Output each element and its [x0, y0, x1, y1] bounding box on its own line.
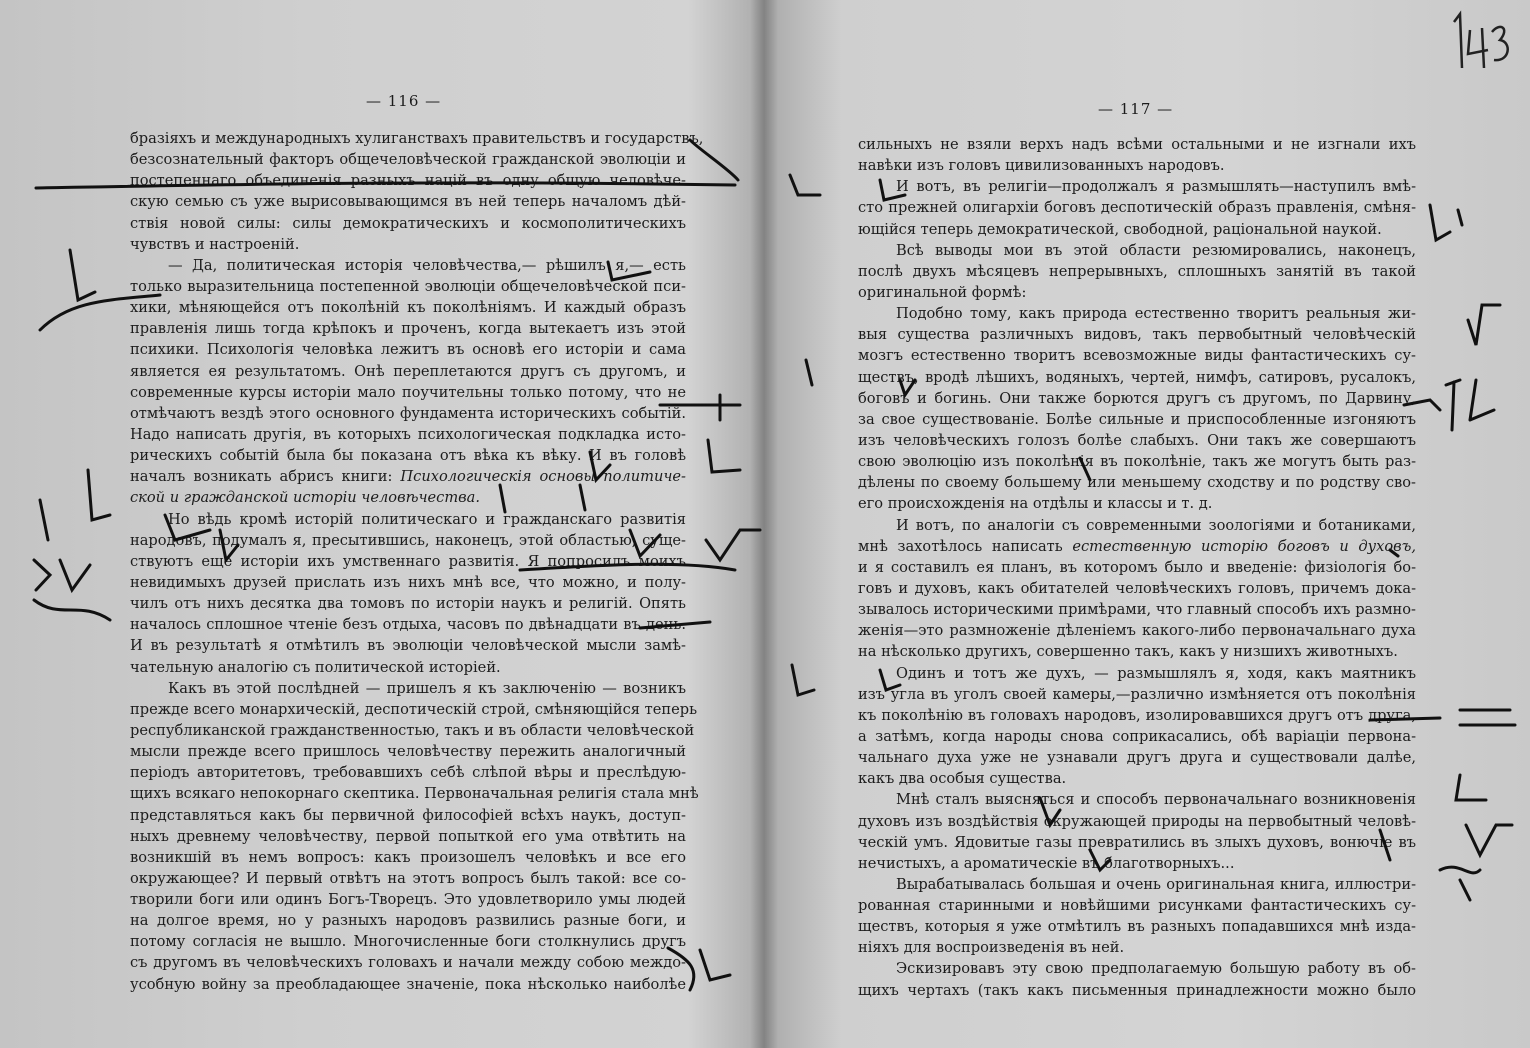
text-line: [858, 789, 1416, 810]
text-line: [130, 318, 686, 339]
text-run: чательную аналогію съ политической исторіей.: [130, 658, 501, 676]
text-run: къ поколѣнію въ головахъ народовъ, изолировавшихся другъ отъ друга,: [858, 706, 1416, 724]
italic-text-run: ской и гражданской исторіи человѣчества.: [130, 489, 481, 507]
text-run: окружающее? И первый отвѣтъ на этотъ вопросъ былъ такой: все со-: [130, 869, 686, 887]
text-line: [130, 234, 686, 255]
text-line: [858, 916, 1416, 937]
text-line: [858, 747, 1416, 768]
text-line: [130, 191, 686, 212]
text-run: сильныхъ не взяли верхъ надъ всѣми остальными и не изгнали ихъ: [858, 136, 1416, 153]
text-line: [130, 551, 686, 572]
text-run: сто прежней олигархіи боговъ деспотическій образъ правленія, смѣня-: [858, 199, 1416, 217]
text-run: чальнаго духа уже не узнавали другъ друга и существовали далѣе,: [858, 749, 1416, 767]
text-line: [130, 445, 686, 466]
text-line: [858, 726, 1416, 747]
text-run: съ другомъ въ человѣческихъ головахъ и начали между собою междо-: [130, 954, 686, 972]
text-run: И вотъ, въ религіи—продолжалъ я размышлять—наступилъ вмѣ-: [896, 178, 1416, 196]
text-line: [858, 493, 1416, 514]
text-run: ніяхъ для воспроизведенія въ ней.: [858, 939, 1125, 957]
text-run: навѣки изъ головъ цивилизованныхъ народовъ.: [858, 157, 1225, 175]
text-line: [130, 974, 686, 995]
text-line: [130, 847, 686, 868]
text-run: И въ результатѣ я отмѣтилъ въ эволюціи человѣческой мысли замѣ-: [130, 637, 686, 655]
text-line: [130, 361, 686, 382]
text-line: [858, 937, 1416, 958]
text-line: [858, 641, 1416, 662]
text-run: его происхожденія на отдѣлы и классы и т. д.: [858, 495, 1213, 513]
right-page-text: [858, 134, 1416, 1001]
text-run: скую семью съ уже вырисовывающимся въ ней теперь началомъ дѣй-: [130, 193, 686, 211]
text-run: хики, мѣняющейся отъ поколѣній къ поколѣніямъ. И каждый образъ: [130, 299, 686, 317]
text-line: [858, 895, 1416, 916]
text-line: [130, 382, 686, 403]
text-run: выя существа различныхъ видовъ, такъ первобытный человѣческій: [858, 326, 1416, 344]
text-run: рованная старинными и новѣйшими рисунками фантастическихъ су-: [858, 897, 1416, 915]
text-line: [130, 149, 686, 170]
text-line: [858, 367, 1416, 388]
text-line: [858, 832, 1416, 853]
text-run: мнѣ захотѣлось написать: [858, 537, 1073, 555]
text-run: ныхъ древнему человѣчеству, первой попыткой его ума отвѣтить на: [130, 827, 686, 845]
text-line: [858, 451, 1416, 472]
text-run: Одинъ и тотъ же духъ, — размышлялъ я, ходя, какъ маятникъ: [896, 664, 1416, 682]
text-run: представляться какъ бы первичной философіей всѣхъ наукъ, доступ-: [130, 806, 686, 824]
text-line: [858, 282, 1416, 303]
text-line: [858, 663, 1416, 684]
text-line: [130, 170, 686, 191]
text-run: на долгое время, но у разныхъ народовъ развились разные боги, и: [130, 912, 686, 930]
text-line: [858, 219, 1416, 240]
text-run: ющійся теперь демократической, свободной, раціональной наукой.: [858, 220, 1382, 238]
text-line: [130, 783, 699, 804]
text-line: [858, 578, 1416, 599]
text-line: [130, 910, 686, 931]
text-line: [130, 931, 686, 952]
text-line: [130, 424, 686, 445]
text-run: началъ возникать абрисъ книги:: [130, 468, 401, 486]
text-line: [858, 409, 1416, 430]
text-line: [130, 339, 686, 360]
text-line: [858, 240, 1416, 261]
text-line: [130, 403, 686, 424]
text-run: И вотъ, по аналогіи съ современными зоологіями и ботаниками,: [896, 516, 1416, 534]
text-run: боговъ и богинь. Они также борются другъ съ другомъ, по Дарвину,: [858, 389, 1416, 407]
text-run: изъ человѣческихъ голозъ болѣе слабыхъ. Они такъ же совершаютъ: [858, 431, 1416, 449]
text-line: [130, 572, 686, 593]
text-run: возникшій въ немъ вопросъ: какъ произошелъ человѣкъ и все его: [130, 848, 686, 866]
text-line: [858, 874, 1416, 895]
text-line: [130, 509, 686, 530]
text-line: [858, 261, 1416, 282]
text-run: Всѣ выводы мои въ этой области резюмировались, наконецъ,: [896, 241, 1416, 259]
text-line: [130, 741, 686, 762]
text-run: а затѣмъ, когда народы снова соприкасались, обѣ варіаціи первона-: [858, 727, 1416, 745]
text-run: усобную войну за преобладающее значеніе, пока нѣсколько наиболѣе: [130, 975, 686, 993]
text-run: и я составилъ ея планъ, въ которомъ было и введеніе: физіологія бо-: [858, 558, 1416, 576]
text-run: оригинальной формѣ:: [858, 283, 1027, 301]
text-body: [130, 128, 704, 995]
text-line: [858, 620, 1416, 641]
text-run: ческій умъ. Ядовитые газы превратились въ злыхъ духовъ, вонючіе въ: [858, 833, 1416, 851]
text-run: безсознательный факторъ общечеловѣческой гражданской эволюціи и: [130, 151, 686, 169]
text-run: современные курсы исторіи мало поучительны только потому, что не: [130, 383, 686, 401]
text-line: [858, 155, 1416, 176]
page-number-right: — 117 —: [1098, 100, 1174, 118]
left-page-text: [130, 128, 704, 995]
text-run: женія—это размноженіе дѣленіемъ какого-либо первоначальнаго духа: [858, 622, 1416, 640]
text-run: постепеннаго объединенія разныхъ націй въ одну общую человѣче-: [130, 172, 686, 190]
text-run: мозгъ естественно творитъ всевозможные виды фантастическихъ су-: [858, 347, 1416, 365]
text-run: какъ два особыя существа.: [858, 770, 1067, 788]
text-line: [130, 128, 704, 149]
text-run: прежде всего монархическій, деспотическій строй, смѣняющійся теперь: [130, 700, 698, 718]
text-run: Вырабатывалась большая и очень оригинальная книга, иллюстри-: [896, 875, 1416, 893]
text-line: [858, 768, 1416, 789]
text-run: свою эволюцію изъ поколѣнія въ поколѣніе, такъ же могутъ быть раз-: [858, 453, 1416, 471]
text-run: щихъ чертахъ (такъ какъ письменныя принадлежности можно было: [858, 981, 1416, 999]
text-run: бразіяхъ и международныхъ хулиганствахъ правительствъ и государствъ,: [130, 130, 704, 147]
text-run: послѣ двухъ мѣсяцевъ непрерывныхъ, сплошныхъ занятій въ такой: [858, 262, 1416, 280]
text-run: щихъ всякаго непокорнаго скептика. Первоначальная религія стала мнѣ: [130, 785, 699, 803]
text-line: [130, 720, 695, 741]
text-line: [130, 530, 686, 551]
text-line: [858, 684, 1416, 705]
text-line: [858, 430, 1416, 451]
text-line: [130, 487, 686, 508]
text-run: только выразительница постепенной эволюціи общечеловѣческой пси-: [130, 277, 686, 295]
text-run: потому согласія не вышло. Многочисленные боги столкнулись другъ: [130, 933, 686, 951]
italic-text-run: естественную исторію боговъ и духовъ,: [1072, 537, 1416, 555]
text-run: изъ угла въ уголъ своей камеры,—различно измѣняется отъ поколѣнія: [858, 685, 1416, 703]
text-line: [130, 826, 686, 847]
text-run: нечистыхъ, а ароматическіе въ благотворныхъ...: [858, 854, 1235, 872]
text-run: Подобно тому, какъ природа естественно творитъ реальныя жи-: [896, 305, 1416, 323]
text-run: является ея результатомъ. Онѣ переплетаются другъ съ другомъ, и: [130, 362, 686, 380]
text-line: [858, 557, 1416, 578]
text-run: Но вѣдь кромѣ исторій политическаго и гражданскаго развитія: [168, 510, 686, 528]
text-line: [130, 952, 686, 973]
text-line: [858, 197, 1416, 218]
text-run: ствуютъ еще исторіи ихъ умственнаго развитія. Я попросилъ моихъ: [130, 552, 686, 570]
text-run: зывалось историческими примѣрами, что главный способъ ихъ размно-: [858, 601, 1416, 619]
text-line: [858, 705, 1416, 726]
text-line: [130, 276, 686, 297]
text-line: [130, 255, 686, 276]
text-line: [858, 599, 1416, 620]
text-line: [130, 678, 686, 699]
text-line: [130, 297, 686, 318]
book-gutter: [750, 0, 778, 1048]
text-run: Какъ въ этой послѣдней — пришелъ я къ заключенію — возникъ: [168, 679, 686, 697]
text-line: [858, 345, 1416, 366]
text-run: творили боги или одинъ Богъ-Творецъ. Это удовлетворило умы людей: [130, 891, 686, 909]
text-run: психики. Психологія человѣка лежитъ въ основѣ его исторіи и сама: [130, 341, 686, 359]
text-run: началось сплошное чтеніе безъ отдыха, часовъ по двѣнадцати въ день.: [130, 616, 686, 634]
text-line: [858, 811, 1416, 832]
text-line: [130, 889, 686, 910]
text-line: [130, 593, 686, 614]
text-line: [858, 388, 1416, 409]
text-line: [130, 635, 686, 656]
text-line: [858, 472, 1416, 493]
text-line: [858, 303, 1416, 324]
archive-number: [1448, 10, 1518, 70]
text-run: дѣлены по своему большему или меньшему сходству и по родству сво-: [858, 474, 1416, 492]
page-number-left: — 116 —: [366, 92, 442, 110]
text-line: [858, 958, 1416, 979]
text-run: рическихъ событій была бы показана отъ вѣка къ вѣку. И въ головѣ: [130, 447, 686, 465]
text-line: [130, 466, 686, 487]
text-line: [858, 536, 1416, 557]
text-run: мысли прежде всего пришлось человѣчеству пережить аналогичный: [130, 743, 686, 761]
text-run: Мнѣ сталъ выясняться и способъ первоначальнаго возникновенія: [896, 791, 1416, 809]
italic-text-run: Психологическія основы политиче-: [400, 468, 686, 486]
text-line: [130, 614, 686, 635]
text-run: ствія новой силы: силы демократическихъ и космополитическихъ: [130, 214, 686, 232]
text-run: Надо написать другія, въ которыхъ психологическая подкладка исто-: [130, 425, 686, 443]
text-body: [858, 134, 1416, 1001]
text-run: — Да, политическая исторія человѣчества,— рѣшилъ я,— есть: [168, 256, 686, 274]
text-run: ществъ, вродѣ лѣшихъ, водяныхъ, чертей, нимфъ, сатировъ, русалокъ,: [858, 368, 1416, 386]
text-line: [858, 980, 1416, 1001]
text-line: [858, 176, 1416, 197]
text-run: республиканской гражданственностью, такъ и въ области человѣческой: [130, 721, 695, 739]
text-line: [130, 657, 686, 678]
text-run: невидимыхъ друзей прислать изъ нихъ мнѣ все, что можно, и полу-: [130, 573, 686, 591]
text-run: отмѣчаютъ вездѣ этого основного фундамента историческихъ событій.: [130, 404, 686, 422]
text-run: ществъ, которыя я уже отмѣтилъ въ разныхъ попадавшихся мнѣ изда-: [858, 918, 1416, 936]
text-run: чилъ отъ нихъ десятка два томовъ по исторіи наукъ и религій. Опять: [130, 595, 686, 613]
text-run: Эскизировавъ эту свою предполагаемую большую работу въ об-: [896, 960, 1416, 978]
text-line: [130, 699, 698, 720]
text-line: [130, 762, 686, 783]
text-line: [130, 213, 686, 234]
text-run: говъ и духовъ, какъ обитателей человѣческихъ головъ, причемъ дока-: [858, 579, 1416, 597]
text-line: [858, 853, 1416, 874]
text-run: на нѣсколько другихъ, совершенно такъ, какъ у низшихъ животныхъ.: [858, 643, 1398, 661]
text-run: народовъ, подумалъ я, пресытившись, наконецъ, этой областью, суще-: [130, 531, 686, 549]
text-line: [858, 324, 1416, 345]
text-run: за свое существованіе. Болѣе сильные и приспособленные изгоняютъ: [858, 410, 1416, 428]
text-line: [858, 515, 1416, 536]
text-run: правленія лишь тогда крѣпокъ и проченъ, когда вытекаетъ изъ этой: [130, 320, 686, 338]
text-run: духовъ изъ воздѣйствія окружающей природы на первобытный человѣ-: [858, 812, 1416, 830]
text-line: [858, 134, 1416, 155]
text-line: [130, 805, 686, 826]
text-line: [130, 868, 686, 889]
text-run: періодъ авторитетовъ, требовавшихъ себѣ слѣпой вѣры и преслѣдую-: [130, 764, 686, 782]
text-run: чувствъ и настроеній.: [130, 235, 300, 253]
